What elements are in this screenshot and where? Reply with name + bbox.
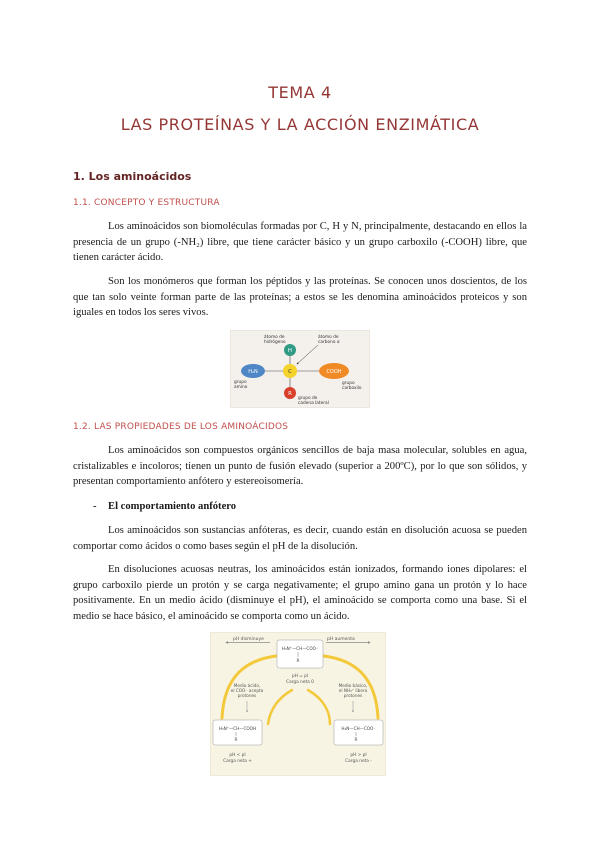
acid-form-formula: H₃N⁺—CH—COOH xyxy=(218,726,257,731)
acid-form-charge: Carga neta + xyxy=(223,759,252,764)
acid-note-line-1: Medio ácido, xyxy=(233,683,261,688)
base-form-box xyxy=(334,720,383,745)
carboxyl-group-symbol: COOH xyxy=(326,368,342,375)
label-side-chain-line-2: cadena lateral xyxy=(298,401,329,406)
base-note-line-2: el NH₃⁺ libera xyxy=(338,688,368,693)
zwitterion-formula: H₃N⁺—CH—COO⁻ xyxy=(281,646,319,651)
side-chain-symbol: R xyxy=(288,391,292,397)
paragraph-amphoteric-1: Los aminoácidos son sustancias anfóteras, es decir, cuando están en disolución acuosa se pueden comportar como ácidos o como bases según el pH de la disolución. xyxy=(73,525,527,552)
amphoteric-behaviour-diagram xyxy=(210,632,386,776)
label-carboxyl-line-1: grupo xyxy=(342,381,355,386)
bullet-label: El comportamiento anfótero xyxy=(108,501,237,512)
zwitterion-box xyxy=(277,640,323,668)
base-form-substituent: R xyxy=(354,737,358,742)
paragraph-properties-intro: Los aminoácidos son compuestos orgánicos sencillos de baja masa molecular, solubles en agua, cristalizables e incoloros; tienen un punto de fusión elevado (superior a 200ºC), por lo que son sólidos, y presentan comportamiento anfótero y estereoisomería. xyxy=(73,445,527,488)
label-amino-line-1: grupo xyxy=(234,380,247,385)
hydrogen-atom-symbol: H xyxy=(287,348,293,354)
paragraph-concept-1: Los aminoácidos son biomoléculas formadas por C, H y N, principalmente, destacando en ellos la presencia de un grupo (-NH₂) libre, que tiene carácter básico y un grupo carboxilo (-COOH) libre, que tienen carácter ácido. xyxy=(73,221,527,264)
zwitterion-substituent: R xyxy=(296,658,300,663)
zwitterion-charge: Carga neta 0 xyxy=(286,680,314,685)
label-hydrogen-line-2: hidrógeno xyxy=(264,340,286,345)
label-amino-line-2: amino xyxy=(234,385,248,390)
document-title: TEMA 4 xyxy=(268,83,332,102)
base-form-charge: Carga neta - xyxy=(345,759,372,764)
zwitterion-condition: pH = pI xyxy=(291,674,309,679)
base-note-line-1: Medio básico, xyxy=(338,683,368,688)
ph-decreases-label: pH disminuye xyxy=(233,637,264,642)
label-carbon-line-2: carbono α xyxy=(318,340,340,345)
document-subtitle: LAS PROTEÍNAS Y LA ACCIÓN ENZIMÁTICA xyxy=(120,115,480,134)
acid-note-line-3: protones xyxy=(237,693,257,698)
acid-form-condition: pH < pI xyxy=(229,753,246,758)
base-note-line-3: protones xyxy=(343,693,363,698)
acid-note-line-2: el COO⁻ acepta xyxy=(230,688,264,693)
acid-form-substituent: R xyxy=(234,737,238,742)
acid-form-box xyxy=(213,720,262,745)
ph-increases-label: pH aumenta xyxy=(327,637,355,642)
label-carboxyl-line-2: carboxilo xyxy=(342,386,362,391)
subsection-heading-properties: 1.2. LAS PROPIEDADES DE LOS AMINOÁCIDOS xyxy=(73,422,289,432)
section-heading: 1. Los aminoácidos xyxy=(73,170,192,183)
label-side-chain-line-1: grupo de xyxy=(298,396,318,401)
label-carbon-line-1: átomo de xyxy=(318,335,339,340)
paragraph-concept-2: Son los monómeros que forman los péptidos y las proteínas. Se conocen unos doscientos, de los que tan solo veinte forman parte de las proteínas; a estos se les denomina aminoácidos proteicos y son iguales en todos los seres vivos. xyxy=(73,276,527,319)
subsection-heading-concept: 1.1. CONCEPTO Y ESTRUCTURA xyxy=(73,198,220,208)
bullet-marker: - xyxy=(93,501,97,512)
amino-acid-structure-diagram xyxy=(230,330,370,408)
bullet-item xyxy=(73,499,527,515)
base-form-formula: H₂N—CH—COO⁻ xyxy=(341,726,376,731)
paragraph-amphoteric-2: En disoluciones acuosas neutras, los aminoácidos están ionizados, formando iones dipolares: el grupo carboxilo pierde un protón y se carga negativamente; el grupo amino gana un protón y lo hace positivamente. En un medio ácido (disminuye el pH), el aminoácido se comporta como una base. Si el medio se hace básico, el aminoácido se comporta como un ácido. xyxy=(73,564,527,622)
label-hydrogen-line-1: átomo de xyxy=(264,335,285,340)
carbon-atom-symbol: C xyxy=(288,369,292,375)
base-form-condition: pH > pI xyxy=(350,753,367,758)
amino-group-symbol: H₂N xyxy=(248,368,258,375)
